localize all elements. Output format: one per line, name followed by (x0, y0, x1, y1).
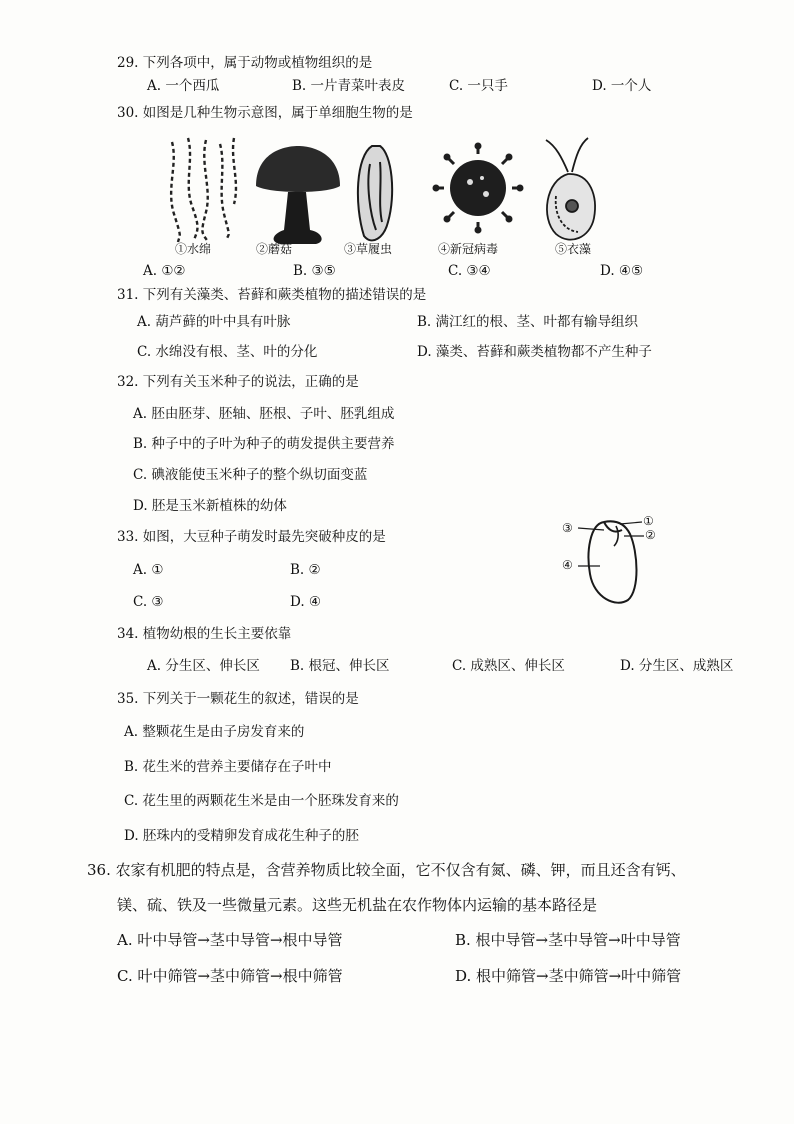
q36-option-c: C. 叶中筛管→茎中筛管→根中筛管 (117, 967, 343, 985)
q31-stem: 31. 下列有关藻类、苔藓和蕨类植物的描述错误的是 (117, 287, 427, 303)
q33-option-c: C. ③ (133, 594, 164, 610)
q32-option-c: C. 碘液能使玉米种子的整个纵切面变蓝 (133, 467, 368, 483)
q33-stem: 33. 如图，大豆种子萌发时最先突破种皮的是 (117, 529, 386, 545)
q36-option-a: A. 叶中导管→茎中导管→根中导管 (117, 931, 343, 949)
q30-option-d: D. ④⑤ (600, 263, 644, 279)
figure-label-paramecium: ③草履虫 (344, 242, 393, 256)
q29-option-d: D. 一个人 (592, 78, 652, 94)
q29-option-a: A. 一个西瓜 (147, 78, 220, 94)
q35-option-b: B. 花生米的营养主要储存在子叶中 (124, 759, 332, 775)
q31-option-c: C. 水绵没有根、茎、叶的分化 (137, 344, 318, 360)
q35-option-c: C. 花生里的两颗花生米是由一个胚珠发育来的 (124, 793, 399, 809)
q30-option-c: C. ③④ (448, 263, 491, 279)
q36-stem-line1: 36. 农家有机肥的特点是，含营养物质比较全面，它不仅含有氮、磷、钾，而且还含有钙、 (87, 861, 686, 879)
q35-stem: 35. 下列关于一颗花生的叙述，错误的是 (117, 691, 359, 707)
q29-option-c: C. 一只手 (449, 78, 508, 94)
figure-label-virus: ④新冠病毒 (438, 242, 499, 256)
q32-option-a: A. 胚由胚芽、胚轴、胚根、子叶、胚乳组成 (133, 406, 395, 422)
seed-label-3: ③ (562, 521, 573, 535)
seed-label-2: ② (645, 528, 656, 542)
chlamydomonas-drawing (546, 138, 595, 240)
q31-option-d: D. 藻类、苔藓和蕨类植物都不产生种子 (417, 344, 652, 360)
q33-option-a: A. ① (133, 562, 164, 578)
q32-stem: 32. 下列有关玉米种子的说法，正确的是 (117, 374, 359, 390)
virus-drawing (433, 143, 524, 234)
figure-label-mushroom: ②蘑菇 (256, 242, 293, 256)
figure-label-spirogyra: ①水绵 (175, 242, 212, 256)
q34-option-b: B. 根冠、伸长区 (290, 658, 390, 674)
q32-option-d: D. 胚是玉米新植株的幼体 (133, 498, 287, 514)
q34-stem: 34. 植物幼根的生长主要依靠 (117, 626, 292, 642)
seed-label-1: ① (643, 514, 654, 528)
spirogyra-drawing (171, 138, 236, 242)
mushroom-drawing (256, 146, 340, 244)
q30-option-b: B. ③⑤ (293, 263, 336, 279)
q34-option-d: D. 分生区、成熟区 (620, 658, 734, 674)
q34-option-c: C. 成熟区、伸长区 (452, 658, 565, 674)
q36-option-d: D. 根中筛管→茎中筛管→叶中筛管 (455, 967, 682, 985)
soybean-seed-figure (560, 512, 680, 612)
q30-option-a: A. ①② (143, 263, 186, 279)
q36-option-b: B. 根中导管→茎中导管→叶中导管 (455, 931, 681, 949)
q36-stem-line2: 镁、硫、铁及一些微量元素。这些无机盐在农作物体内运输的基本路径是 (117, 896, 598, 914)
q32-option-b: B. 种子中的子叶为种子的萌发提供主要营养 (133, 436, 395, 452)
q31-option-a: A. 葫芦藓的叶中具有叶脉 (137, 314, 291, 330)
q33-option-b: B. ② (290, 562, 321, 578)
figure-label-chlamydomonas: ⑤衣藻 (555, 242, 592, 256)
q29-stem: 29. 下列各项中，属于动物或植物组织的是 (117, 55, 373, 71)
q34-option-a: A. 分生区、伸长区 (147, 658, 260, 674)
seed-label-4: ④ (562, 558, 573, 572)
q35-option-a: A. 整颗花生是由子房发育来的 (124, 724, 305, 740)
q29-option-b: B. 一片青菜叶表皮 (292, 78, 406, 94)
q31-option-b: B. 满江红的根、茎、叶都有输导组织 (417, 314, 639, 330)
paramecium-drawing (358, 146, 392, 240)
q33-option-d: D. ④ (290, 594, 322, 610)
q30-stem: 30. 如图是几种生物示意图，属于单细胞生物的是 (117, 105, 413, 121)
q35-option-d: D. 胚珠内的受精卵发育成花生种子的胚 (124, 828, 359, 844)
organisms-figure (160, 134, 630, 252)
